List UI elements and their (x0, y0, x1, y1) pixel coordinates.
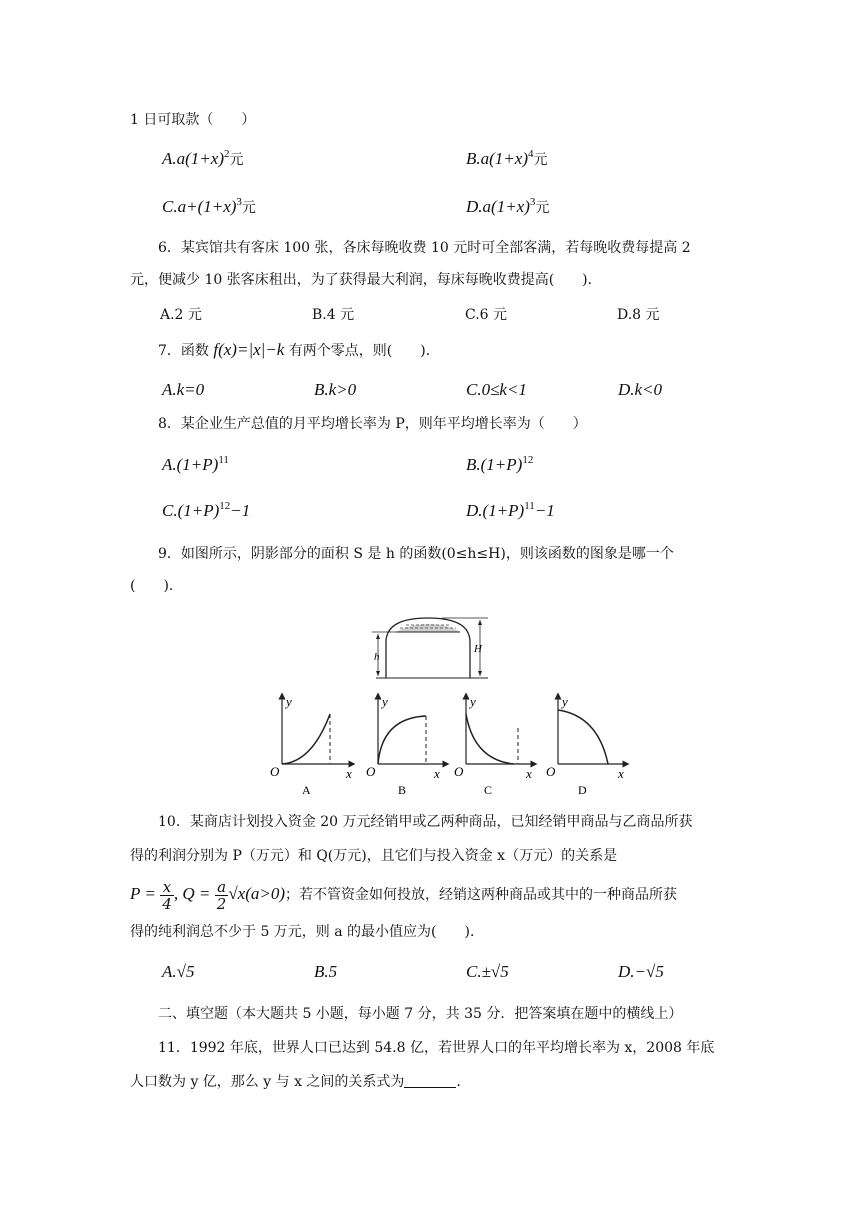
q7-option-d[interactable]: D.k<0 (618, 380, 663, 399)
q5-option-a[interactable]: $A.a(1+x)^2$元 (162, 148, 244, 168)
q5-stem-tail: 1 日可取款（ ） (130, 112, 256, 128)
q10-stem-line2: 得的利润分别为 P（万元）和 Q(万元)，且它们与投入资金 x（万元）的关系是 (130, 848, 618, 864)
q7-stem: 7．函数 f(x)=|x|−k 有两个零点，则( )． (158, 340, 440, 359)
q7-option-b[interactable]: B.k>0 (314, 380, 357, 399)
q6-option-d[interactable]: D.8 元 (617, 307, 660, 323)
q10-fraction-a2: $\frac{a}{2}$ (216, 877, 227, 913)
q5-option-c[interactable]: $C.a+(1+x)^3$元 (162, 196, 256, 216)
q10-option-c[interactable]: C.±√5 (466, 962, 509, 981)
dome-H-label: H (474, 643, 482, 655)
graph-c-label: C (484, 783, 493, 796)
q8-option-a[interactable]: $A.(1+P)^{11}$ (162, 454, 229, 474)
q5-option-b[interactable]: $B.a(1+x)^4$元 (466, 148, 548, 168)
q5-option-d[interactable]: $D.a(1+x)^3$元 (466, 196, 550, 216)
q6-option-a[interactable]: A.2 元 (160, 307, 202, 323)
graph-d-y: y (562, 694, 568, 709)
q11-answer-blank[interactable] (404, 1073, 456, 1088)
graph-c[interactable] (454, 694, 534, 796)
q8-stem: 8．某企业生产总值的月平均增长率为 P，则年平均增长率为（ ） (158, 416, 587, 432)
graph-b-x: x (434, 766, 440, 781)
q9-stem-line2: ( )． (130, 578, 183, 594)
graph-d-x: x (618, 766, 624, 781)
graph-c-y: y (470, 694, 476, 709)
graph-b-label: B (398, 783, 407, 796)
graph-c-x: x (526, 766, 532, 781)
q8-option-d[interactable]: $D.(1+P)^{11}-1$ (466, 500, 555, 520)
graph-d-label: D (578, 783, 587, 796)
q6-stem-line1: 6．某宾馆共有客床 100 张，各床每晚收费 10 元时可全部客满，若每晚收费每提高 2 (158, 240, 691, 256)
q10-option-d[interactable]: D.−√5 (618, 962, 664, 981)
q8-option-c[interactable]: $C.(1+P)^{12}-1$ (162, 500, 251, 520)
q7-function: f(x)=|x|−k (213, 340, 285, 359)
graph-a-y: y (286, 694, 292, 709)
graph-a-origin: O (270, 764, 280, 779)
q6-option-b[interactable]: B.4 元 (312, 307, 355, 323)
q10-stem-line3: P = $\frac{x}{4}$ , Q = $\frac{a}{2}$ √x(a>0)；若不管资金如何投放，经销这两种商品或其中的一种商品所获 (130, 877, 677, 913)
graph-a-x: x (346, 766, 352, 781)
section-fill-in-heading: 二、填空题（本大题共 5 小题，每小题 7 分，共 35 分．把答案填在题中的横线上） (158, 1006, 683, 1022)
q6-option-c[interactable]: C.6 元 (465, 307, 508, 323)
q11-stem-line1: 11．1992 年底，世界人口已达到 54.8 亿，若世界人口的年平均增长率为 x，2008 年底 (158, 1040, 715, 1056)
graph-d-origin: O (546, 764, 556, 779)
graph-d[interactable] (546, 694, 626, 796)
q7-option-a[interactable]: A.k=0 (162, 380, 205, 399)
graph-b-origin: O (366, 764, 376, 779)
q10-stem-line4: 得的纯利润总不少于 5 万元，则 a 的最小值应为( )． (130, 924, 484, 940)
graph-a[interactable] (270, 694, 352, 796)
q9-stem-line1: 9．如图所示，阴影部分的面积 S 是 h 的函数(0≤h≤H)，则该函数的图象是哪一个 (158, 546, 674, 562)
graph-b-y: y (382, 694, 388, 709)
q9-dome-figure (370, 612, 494, 682)
graph-a-label: A (302, 783, 311, 796)
graph-b[interactable] (366, 694, 446, 796)
q10-option-b[interactable]: B.5 (314, 962, 338, 981)
q10-fraction-x4: $\frac{x}{4}$ (162, 877, 172, 913)
q10-stem-line1: 10．某商店计划投入资金 20 万元经销甲或乙两种商品，已知经销甲商品与乙商品所获 (158, 814, 693, 830)
q10-option-a[interactable]: A.√5 (162, 962, 195, 981)
graph-c-origin: O (454, 764, 464, 779)
q9-answer-graphs (262, 692, 634, 796)
q7-option-c[interactable]: C.0≤k<1 (466, 380, 527, 399)
q6-stem-line2: 元，便减少 10 张客床租出，为了获得最大利润，每床每晚收费提高( )． (130, 272, 602, 288)
dome-h-label: h (374, 651, 380, 663)
q11-stem-line2: 人口数为 y 亿，那么 y 与 x 之间的关系式为 . (130, 1074, 461, 1090)
q8-option-b[interactable]: $B.(1+P)^{12}$ (466, 454, 534, 474)
